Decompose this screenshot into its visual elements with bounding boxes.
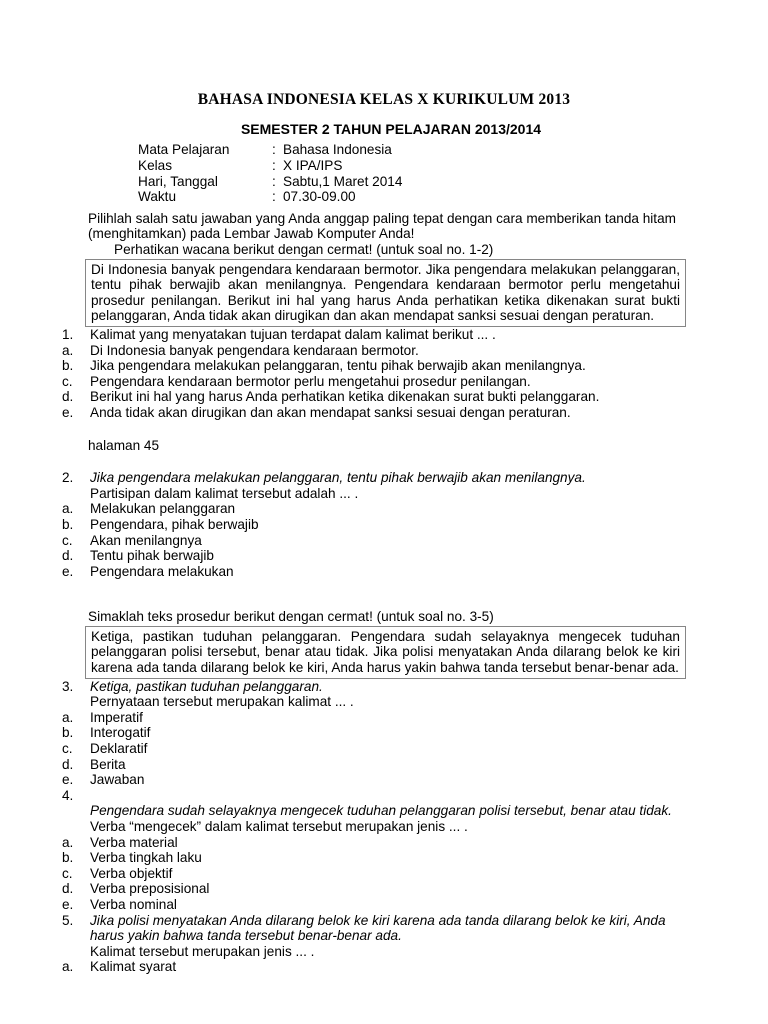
option-label: Jawaban — [90, 772, 145, 788]
question-4-option-e[interactable] — [62, 897, 692, 913]
meta-value-time: 07.30-09.00 — [283, 189, 356, 205]
question-4-number-row — [62, 788, 692, 804]
meta-colon: : — [272, 189, 276, 205]
table-row — [138, 189, 402, 205]
question-1-option-e[interactable] — [62, 405, 692, 421]
option-label: Berita — [90, 756, 126, 772]
option-label: Tentu pihak berwajib — [90, 548, 214, 564]
option-label: Verba material — [90, 834, 178, 850]
option-label: Jika pengendara melakukan pelanggaran, tentu pihak berwajib akan menilangnya. — [90, 358, 586, 374]
question-2-option-e[interactable] — [62, 564, 692, 580]
option-label: Verba tingkah laku — [90, 850, 202, 866]
question-4-stem: Verba “mengecek” dalam kalimat tersebut merupakan jenis ... . — [90, 819, 468, 834]
question-3-option-c[interactable] — [62, 741, 692, 757]
option-marker: c. — [62, 532, 73, 548]
option-marker: e. — [62, 404, 74, 420]
option-marker: a. — [62, 709, 74, 725]
exam-metadata-table — [138, 142, 402, 204]
question-text-italic: Jika pengendara melakukan pelanggaran, tentu pihak berwajib akan menilangnya. — [90, 470, 586, 486]
option-label: Pengendara, pihak berwajib — [90, 516, 259, 532]
question-2-option-c[interactable] — [62, 533, 692, 549]
option-marker: d. — [62, 881, 74, 897]
question-3-stem — [62, 679, 692, 710]
question-number: 3. — [62, 678, 74, 694]
question-1-option-d[interactable] — [62, 389, 692, 405]
meta-colon: : — [272, 158, 276, 174]
question-1-option-c[interactable] — [62, 374, 692, 390]
question-1-option-a[interactable] — [62, 343, 692, 359]
option-marker: e. — [62, 896, 74, 912]
question-3-option-b[interactable] — [62, 725, 692, 741]
meta-value-date: Sabtu,1 Maret 2014 — [283, 173, 403, 189]
option-label: Verba objektif — [90, 865, 173, 881]
passage2-instruction: Simaklah teks prosedur berikut dengan cermat! (untuk soal no. 3-5) — [88, 609, 494, 625]
general-instruction: Pilihlah salah satu jawaban yang Anda anggap paling tepat dengan cara memberikan tanda hitam (menghitamkan) pada Lembar Jawab Komputer Anda! — [88, 210, 676, 242]
option-marker: b. — [62, 358, 74, 374]
question-4-stem-italic: Pengendara sudah selayaknya mengecek tuduhan pelanggaran polisi tersebut, benar atau tidak. — [90, 803, 672, 819]
passage-text-2: Ketiga, pastikan tuduhan pelanggaran. Pengendara sudah selayaknya mengecek tuduhan pelanggaran polisi tersebut, benar atau tidak. Jika polisi menyatakan Anda dilarang belok ke kiri karena ada tanda dilarang belok ke kiri, Anda harus yakin bahwa tanda tersebut benar-benar ada. — [91, 628, 680, 676]
question-4-option-a[interactable] — [62, 835, 692, 851]
page-reference-note: halaman 45 — [88, 437, 160, 453]
option-label: Pengendara kendaraan bermotor perlu mengetahui prosedur penilangan. — [90, 373, 531, 389]
meta-label-time: Waktu — [138, 189, 177, 205]
question-4-option-c[interactable] — [62, 866, 692, 882]
option-marker: b. — [62, 725, 74, 741]
option-marker: e. — [62, 563, 74, 579]
table-row — [138, 174, 402, 190]
question-number: 2. — [62, 470, 74, 486]
question-text: Partisipan dalam kalimat tersebut adalah ... . — [90, 485, 359, 501]
question-number: 5. — [62, 912, 74, 928]
question-number: 1. — [62, 326, 74, 342]
passage1-instruction: Perhatikan wacana berikut dengan cermat! (untuk soal no. 1-2) — [114, 242, 494, 257]
spacer — [0, 421, 768, 438]
question-number: 4. — [62, 787, 74, 803]
question-text: Pernyataan tersebut merupakan kalimat ... . — [90, 694, 354, 710]
option-label: Berikut ini hal yang harus Anda perhatikan ketika dikenakan surat bukti pelanggaran. — [90, 389, 600, 405]
meta-label-subject: Mata Pelajaran — [138, 142, 230, 158]
meta-label-date: Hari, Tanggal — [138, 173, 218, 189]
option-marker: a. — [62, 342, 74, 358]
option-label: Verba nominal — [90, 896, 177, 912]
question-2-option-b[interactable] — [62, 517, 692, 533]
option-marker: c. — [62, 373, 73, 389]
question-text-italic: Ketiga, pastikan tuduhan pelanggaran. — [90, 678, 323, 694]
meta-value-subject: Bahasa Indonesia — [283, 142, 392, 158]
question-1-stem — [62, 327, 692, 343]
page-subtitle: SEMESTER 2 TAHUN PELAJARAN 2013/2014 — [240, 121, 542, 138]
option-label: Akan menilangnya — [90, 532, 202, 548]
option-label: Pengendara melakukan — [90, 563, 234, 579]
question-4-option-d[interactable] — [62, 881, 692, 897]
option-label: Imperatif — [90, 709, 143, 725]
passage-text-1: Di Indonesia banyak pengendara kendaraan bermotor. Jika pengendara melakukan pelanggaran, tentu pihak berwajib akan menilangnya. Pengendara kendaraan bermotor perlu mengetahui prosedur penilangan. Berikut ini hal yang harus Anda perhatikan ketika dikenakan surat bukti pelanggaran, Anda tidak akan dirugikan dan akan mendapat sanksi sesuai dengan peraturan. — [91, 261, 680, 324]
option-marker: a. — [62, 834, 74, 850]
option-marker: b. — [62, 516, 74, 532]
question-4-option-b[interactable] — [62, 850, 692, 866]
option-marker: c. — [62, 741, 73, 757]
option-label: Melakukan pelanggaran — [90, 501, 236, 517]
option-label: Anda tidak akan dirugikan dan akan mendapat sanksi sesuai dengan peraturan. — [90, 404, 571, 420]
option-label: Kalimat syarat — [90, 959, 177, 975]
question-text-italic: Jika polisi menyatakan Anda dilarang belok ke kiri karena ada tanda dilarang belok ke kiri, Anda harus yakin bahwa tanda tersebut benar-benar ada. — [90, 912, 666, 944]
option-marker: d. — [62, 389, 74, 405]
option-label: Verba preposisional — [90, 881, 210, 897]
passage-box-2 — [85, 626, 686, 679]
question-3-option-d[interactable] — [62, 757, 692, 773]
option-marker: c. — [62, 865, 73, 881]
option-marker: d. — [62, 756, 74, 772]
question-3-option-e[interactable] — [62, 772, 692, 788]
option-label: Interogatif — [90, 725, 151, 741]
option-marker: a. — [62, 501, 74, 517]
option-marker: a. — [62, 959, 74, 975]
question-number-blank — [90, 788, 692, 804]
meta-colon: : — [272, 142, 276, 158]
question-2-option-d[interactable] — [62, 548, 692, 564]
question-3-option-a[interactable] — [62, 710, 692, 726]
option-marker: e. — [62, 772, 74, 788]
question-5-stem — [62, 913, 692, 944]
question-2-stem — [62, 470, 692, 501]
meta-label-class: Kelas — [138, 158, 173, 174]
option-marker: d. — [62, 548, 74, 564]
question-5-option-a[interactable] — [62, 959, 692, 975]
meta-value-class: X IPA/IPS — [283, 158, 343, 174]
question-2-option-a[interactable] — [62, 501, 692, 517]
passage-box-1 — [85, 259, 686, 327]
table-row — [138, 142, 402, 158]
question-1-option-b[interactable] — [62, 358, 692, 374]
option-label: Di Indonesia banyak pengendara kendaraan bermotor. — [90, 342, 419, 358]
question-text: Kalimat yang menyatakan tujuan terdapat dalam kalimat berikut ... . — [90, 326, 496, 342]
option-marker: b. — [62, 850, 74, 866]
page-title: BAHASA INDONESIA KELAS X KURIKULUM 2013 — [197, 91, 571, 108]
table-row — [138, 158, 402, 174]
question-5-stem-rest: Kalimat tersebut merupakan jenis ... . — [90, 943, 315, 959]
meta-colon: : — [272, 173, 276, 189]
option-label: Deklaratif — [90, 741, 148, 757]
spacer — [0, 579, 768, 609]
spacer — [0, 453, 768, 470]
